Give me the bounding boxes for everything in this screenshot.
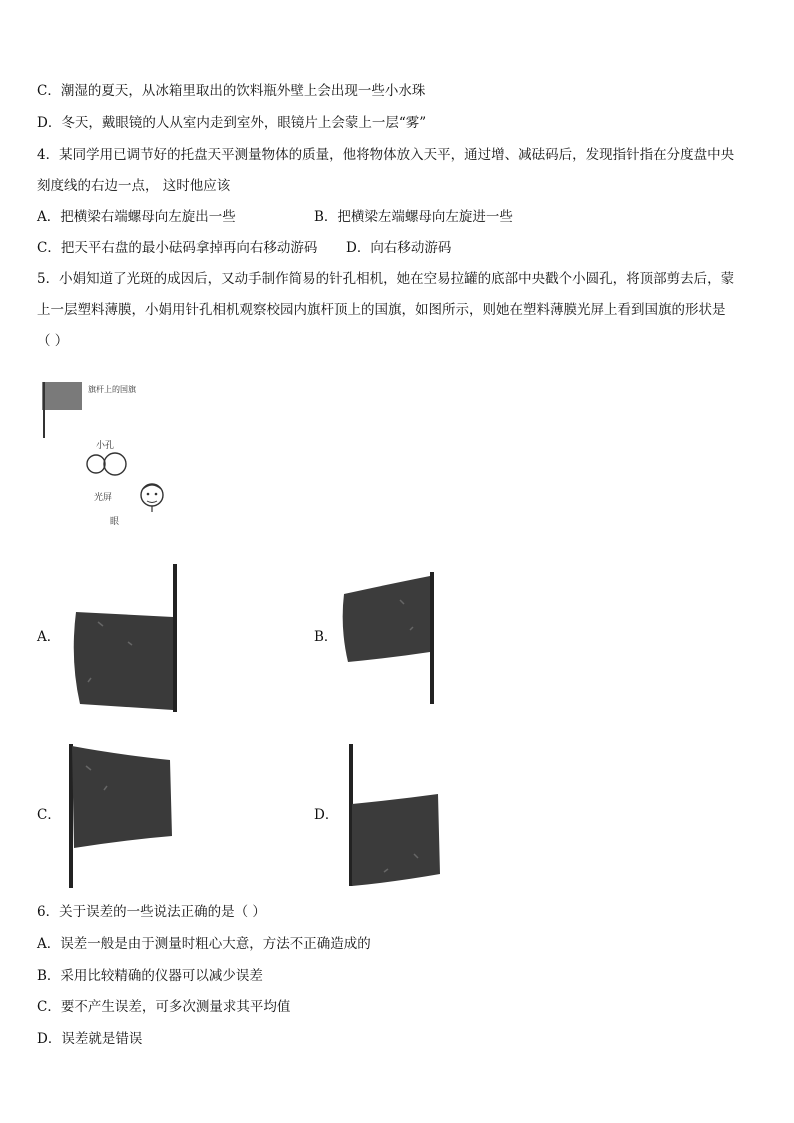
- q4-option-c: C．把天平右盘的最小砝码拿掉再向右移动游码: [37, 240, 318, 256]
- q6-option-b: B．采用比较精确的仪器可以减少误差: [37, 968, 263, 984]
- q5-option-c-label: C．: [37, 807, 61, 823]
- pinhole-camera-figure: [38, 378, 188, 530]
- figure-label-screen: 光屏: [94, 493, 113, 503]
- q5-option-d-label: D．: [314, 807, 339, 823]
- figure-pinhole-circle: [87, 455, 105, 473]
- q5-option-b-label: B．: [314, 629, 338, 645]
- q4-option-d: D．向右移动游码: [346, 240, 452, 256]
- figure-label-eye: 眼: [110, 517, 120, 527]
- q5-option-b-flag-image: [340, 570, 440, 706]
- figure-label-pinhole: 小孔: [96, 441, 115, 451]
- q5-stem-line1: 5．小娟知道了光斑的成因后，又动手制作简易的针孔相机，她在空易拉罐的底部中央戳个小圆孔，将顶部剪去后，蒙: [37, 271, 735, 287]
- figure-flag-icon: [42, 382, 82, 410]
- q4-stem-line2: 刻度线的右边一点， 这时他应该: [37, 178, 231, 194]
- q5-stem-line3: （ ）: [37, 333, 69, 349]
- q6-option-c: C．要不产生误差，可多次测量求其平均值: [37, 999, 291, 1015]
- q6-stem: 6．关于误差的一些说法正确的是（ ）: [37, 904, 266, 920]
- q4-option-a: A．把横梁右端螺母向左旋出一些: [37, 209, 236, 225]
- q5-option-c-flag-image: [64, 740, 176, 890]
- q5-stem-line2: 上一层塑料薄膜，小娟用针孔相机观察校园内旗杆顶上的国旗，如图所示，则她在塑料薄膜光屏上看到国旗的形状是: [37, 302, 726, 318]
- q5-option-a-label: A．: [37, 629, 61, 645]
- q4-option-b: B．把横梁左端螺母向左旋进一些: [314, 209, 513, 225]
- figure-can-circle: [104, 453, 126, 475]
- q6-option-a: A．误差一般是由于测量时粗心大意，方法不正确造成的: [37, 936, 371, 952]
- q4-stem-line1: 4．某同学用已调节好的托盘天平测量物体的质量，他将物体放入天平，通过增、减砝码后，发现指针指在分度盘中央: [37, 147, 735, 163]
- figure-label-flag: 旗杆上的国旗: [88, 385, 136, 394]
- q3-option-d: D．冬天，戴眼镜的人从室内走到室外，眼镜片上会蒙上一层“雾”: [37, 115, 427, 131]
- q6-option-d: D．误差就是错误: [37, 1031, 143, 1047]
- q5-option-d-flag-image: [344, 742, 444, 888]
- q3-option-c: C．潮湿的夏天，从冰箱里取出的饮料瓶外壁上会出现一些小水珠: [37, 83, 426, 99]
- q5-option-a-flag-image: [68, 562, 184, 714]
